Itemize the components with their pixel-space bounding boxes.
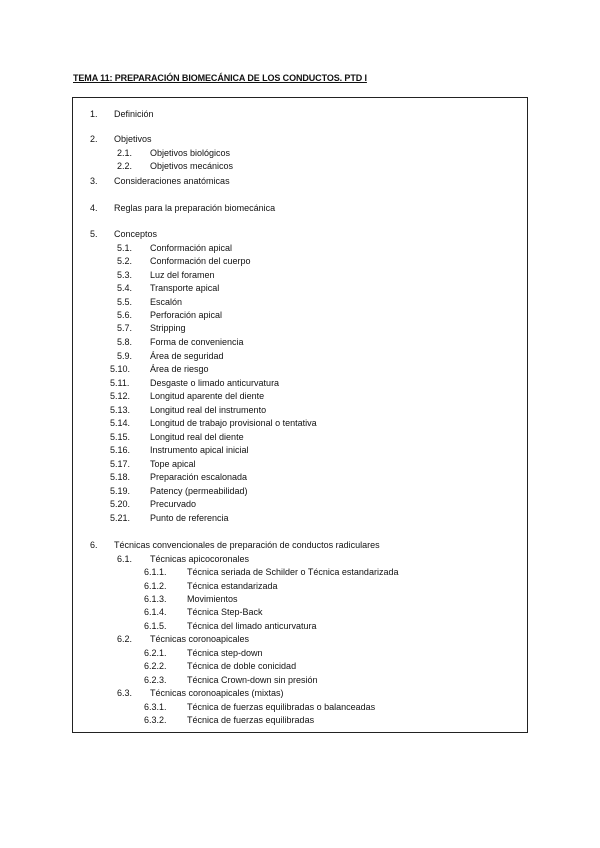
- document-title: TEMA 11: PREPARACIÓN BIOMECÁNICA DE LOS CONDUCTOS. PTD I: [73, 73, 367, 83]
- outline-item-number: 5.16.: [110, 445, 131, 455]
- outline-item-number: 2.2.: [117, 161, 133, 171]
- outline-item-text: Técnica de doble conicidad: [187, 661, 297, 671]
- outline-item-text: Técnica Step-Back: [187, 607, 263, 617]
- outline-item-text: Técnicas coronoapicales (mixtas): [150, 688, 284, 698]
- outline-item-number: 5.8.: [117, 337, 133, 347]
- outline-item-text: Reglas para la preparación biomecánica: [114, 203, 276, 213]
- outline-item-number: 5.4.: [117, 283, 133, 293]
- outline-item-number: 3.: [90, 176, 98, 186]
- outline-item-text: Conceptos: [114, 229, 158, 239]
- outline-item-text: Tope apical: [150, 459, 196, 469]
- outline-item-text: Longitud de trabajo provisional o tentativa: [150, 418, 317, 428]
- outline-item-number: 6.2.3.: [144, 675, 167, 685]
- outline-item-number: 2.: [90, 134, 98, 144]
- outline-item-number: 6.3.2.: [144, 715, 167, 725]
- outline-item-number: 5.15.: [110, 432, 131, 442]
- outline-item-text: Área de riesgo: [150, 364, 209, 374]
- outline-item-number: 5.6.: [117, 310, 133, 320]
- outline-item-number: 2.1.: [117, 148, 133, 158]
- outline-item-number: 6.2.1.: [144, 648, 167, 658]
- outline-item-text: Instrumento apical inicial: [150, 445, 249, 455]
- outline-item-number: 6.: [90, 540, 98, 550]
- outline-item-number: 6.1.2.: [144, 581, 167, 591]
- outline-item-number: 5.9.: [117, 351, 133, 361]
- outline-item-number: 5.: [90, 229, 98, 239]
- outline-item-text: Patency (permeabilidad): [150, 486, 248, 496]
- outline-item-text: Técnica seriada de Schilder o Técnica estandarizada: [187, 567, 399, 577]
- outline-item-text: Longitud real del instrumento: [150, 405, 267, 415]
- outline-item-text: Perforación apical: [150, 310, 223, 320]
- outline-item-text: Objetivos mecánicos: [150, 161, 234, 171]
- outline-item-text: Técnicas convencionales de preparación de conductos radiculares: [114, 540, 380, 550]
- outline-item-number: 4.: [90, 203, 98, 213]
- outline-item-text: Preparación escalonada: [150, 472, 248, 482]
- outline-item-number: 5.20.: [110, 499, 131, 509]
- outline-item-number: 6.1.1.: [144, 567, 167, 577]
- outline-item-text: Técnicas apicocoronales: [150, 554, 250, 564]
- outline-item-text: Área de seguridad: [150, 351, 224, 361]
- outline-item-text: Punto de referencia: [150, 513, 229, 523]
- outline-item-number: 5.21.: [110, 513, 131, 523]
- outline-item-number: 5.2.: [117, 256, 133, 266]
- outline-item-number: 6.1.: [117, 554, 133, 564]
- outline-item-text: Longitud real del diente: [150, 432, 244, 442]
- outline-item-text: Conformación del cuerpo: [150, 256, 251, 266]
- outline-item-number: 5.17.: [110, 459, 131, 469]
- outline-item-text: Objetivos biológicos: [150, 148, 231, 158]
- outline-item-text: Conformación apical: [150, 243, 233, 253]
- outline-item-text: Técnica step-down: [187, 648, 263, 658]
- outline-item-number: 5.18.: [110, 472, 131, 482]
- outline-item-text: Técnicas coronoapicales: [150, 634, 250, 644]
- outline-item-number: 6.2.: [117, 634, 133, 644]
- outline-item-number: 5.14.: [110, 418, 131, 428]
- outline-item-number: 5.10.: [110, 364, 131, 374]
- outline-item-text: Stripping: [150, 323, 186, 333]
- outline-box: [72, 97, 528, 733]
- outline-item-number: 5.7.: [117, 323, 133, 333]
- outline-item-text: Técnica estandarizada: [187, 581, 278, 591]
- outline-item-number: 5.12.: [110, 391, 131, 401]
- outline-item-number: 1.: [90, 109, 98, 119]
- outline-item-text: Precurvado: [150, 499, 197, 509]
- outline-item-text: Técnica Crown-down sin presión: [187, 675, 318, 685]
- outline-item-number: 6.1.4.: [144, 607, 167, 617]
- outline-item-number: 6.3.: [117, 688, 133, 698]
- outline-item-number: 5.3.: [117, 270, 133, 280]
- outline-item-number: 5.13.: [110, 405, 131, 415]
- outline-item-text: Técnica de fuerzas equilibradas: [187, 715, 315, 725]
- outline-item-number: 5.11.: [110, 378, 130, 388]
- outline-item-text: Longitud aparente del diente: [150, 391, 265, 401]
- outline-item-text: Objetivos: [114, 134, 152, 144]
- outline-item-number: 6.2.2.: [144, 661, 167, 671]
- outline-item-text: Movimientos: [187, 594, 238, 604]
- outline-item-text: Técnica del limado anticurvatura: [187, 621, 317, 631]
- outline-item-number: 6.1.3.: [144, 594, 167, 604]
- outline-item-text: Definición: [114, 109, 154, 119]
- outline-item-text: Consideraciones anatómicas: [114, 176, 230, 186]
- outline-item-number: 6.3.1.: [144, 702, 167, 712]
- outline-item-text: Técnica de fuerzas equilibradas o balanceadas: [187, 702, 376, 712]
- outline-item-number: 5.19.: [110, 486, 131, 496]
- outline-item-text: Luz del foramen: [150, 270, 215, 280]
- outline-item-number: 5.5.: [117, 297, 133, 307]
- outline-item-text: Transporte apical: [150, 283, 220, 293]
- outline-item-text: Desgaste o limado anticurvatura: [150, 378, 280, 388]
- outline-item-text: Escalón: [150, 297, 183, 307]
- outline-item-number: 5.1.: [117, 243, 133, 253]
- outline-item-number: 6.1.5.: [144, 621, 167, 631]
- outline-item-text: Forma de conveniencia: [150, 337, 244, 347]
